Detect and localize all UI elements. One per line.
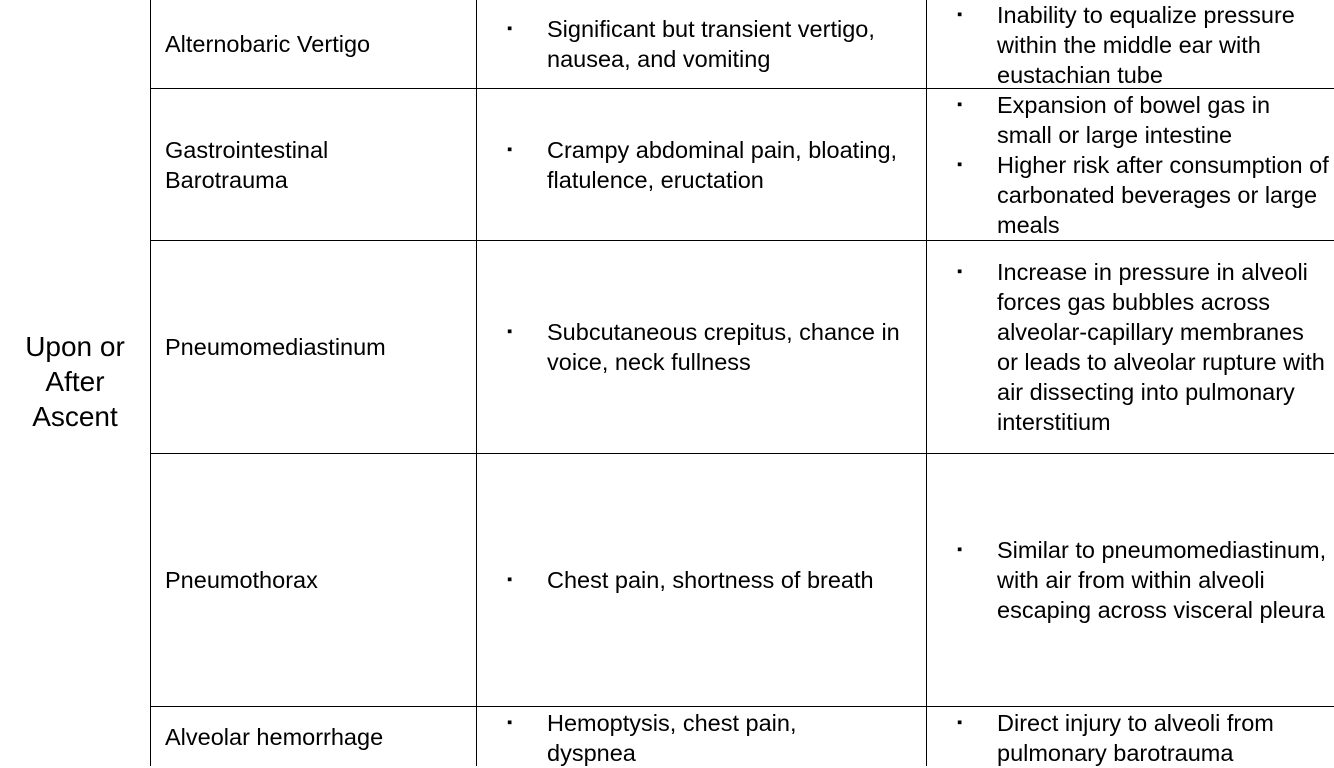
symptom-item: ▪ Hemoptysis, chest pain, dyspnea [507, 708, 847, 768]
phase-label: Upon or After Ascent [25, 331, 125, 432]
symptom-item: ▪ Crampy abdominal pain, bloating, flatulence, eructation [507, 135, 916, 195]
condition-cell: Alternobaric Vertigo [165, 31, 371, 57]
symptoms-cell [476, 89, 926, 240]
mechanism-item: ▪ Increase in pressure in alveoli forces gas bubbles across alveolar-capillary membranes or leads to alveolar rupture with air dissecting into pulmonary interstitium [957, 257, 1330, 437]
mechanism-cell [926, 454, 1334, 706]
symptoms-cell [476, 707, 926, 766]
table-row [150, 454, 1334, 706]
symptom-item: ▪ Significant but transient vertigo, nausea, and vomiting [507, 14, 916, 74]
mechanism-item: ▪ Expansion of bowel gas in small or large intestine [957, 90, 1330, 150]
condition-cell: Alveolar hemorrhage [165, 723, 384, 750]
mechanism-cell [926, 241, 1334, 453]
mechanism-item: ▪ Inability to equalize pressure within the middle ear with eustachian tube [957, 0, 1330, 90]
condition-label: Gastrointestinal Barotrauma [165, 136, 329, 193]
mechanism-cell [926, 0, 1334, 88]
mechanism-item: ▪ Similar to pneumomediastinum, with air from within alveoli escaping across visceral pleura [957, 535, 1330, 625]
table-row [150, 707, 1334, 766]
condition-cell: Pneumothorax [165, 567, 318, 593]
condition-cell [150, 89, 476, 240]
table-row [150, 89, 1334, 240]
table-row [150, 241, 1334, 453]
symptoms-cell [476, 241, 926, 453]
symptom-item: ▪ Chest pain, shortness of breath [507, 565, 916, 595]
mechanism-cell [926, 707, 1334, 766]
symptom-item: ▪ Subcutaneous crepitus, chance in voice, neck fullness [507, 317, 916, 377]
mechanism-item: ▪ Higher risk after consumption of carbonated beverages or large meals [957, 150, 1330, 240]
condition-cell: Pneumomediastinum [165, 334, 386, 360]
symptoms-cell [476, 0, 926, 88]
symptoms-cell [476, 454, 926, 706]
mechanism-item: ▪ Direct injury to alveoli from pulmonary barotrauma [957, 708, 1330, 768]
mechanism-cell [926, 89, 1334, 240]
table-row [150, 0, 1334, 88]
